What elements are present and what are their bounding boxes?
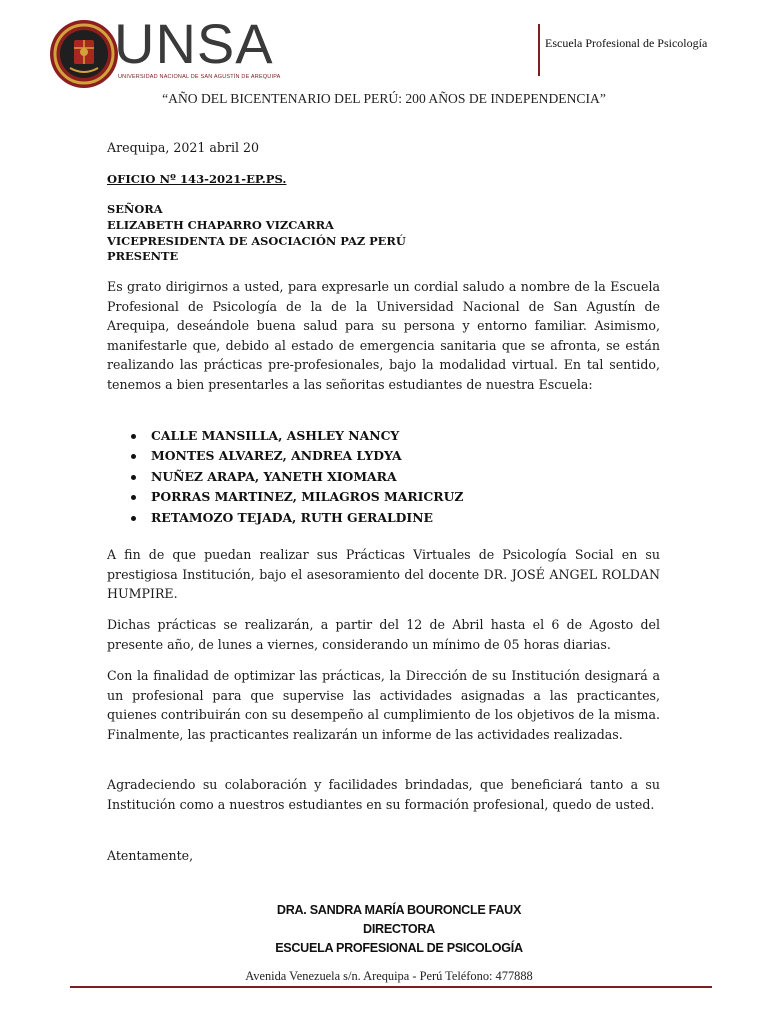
letter-date: Arequipa, 2021 abril 20 [107,140,260,155]
addressee-position: VICEPRESIDENTA DE ASOCIACIÓN PAZ PERÚ [107,233,406,248]
student-name: MONTES ALVAREZ, ANDREA LYDYA [151,448,402,464]
signatory-name: DRA. SANDRA MARÍA BOURONCLE FAUX [276,903,522,917]
student-list [107,426,660,528]
student-name: CALLE MANSILLA, ASHLEY NANCY [151,428,400,443]
bullet-icon [131,475,136,480]
university-seal-icon [48,18,120,90]
signatory-title: DIRECTORA [363,922,435,936]
bullet-icon [131,454,136,459]
addressee-salutation: SEÑORA [107,202,163,216]
department-name: Escuela Profesional de Psicología [545,36,708,50]
list-item [107,426,660,446]
closing-line: Atentamente, [107,848,194,863]
paragraph-intro: Es grato dirigirnos a usted, para expresarle un cordial saludo a nombre de la Escuela Profesional de Psicología de la de la Universidad Nacional de San Agustín de Arequipa, deseándole buena salud para su persona y entorno familiar. Asimismo, manifestarle que, debido al estado de emergencia sanitaria que se afronta, se están realizando las prácticas pre-profesionales, bajo la modalidad virtual. En tal sentido, tenemos a bien presentarles a las señoritas estudiantes de nuestra Escuela: [107,279,660,392]
footer-address: Avenida Venezuela s/n. Arequipa - Perú Teléfono: 477888 [245,969,533,983]
brand-subtitle: UNIVERSIDAD NACIONAL DE SAN AGUSTÍN DE AREQUIPA [118,74,281,80]
list-item [107,467,660,487]
bullet-icon [131,516,136,521]
student-name: RETAMOZO TEJADA, RUTH GERALDINE [151,509,433,525]
list-item [107,446,660,466]
footer-divider [70,986,712,988]
addressee-presente: PRESENTE [107,249,179,264]
paragraph-supervision: Con la finalidad de optimizar las prácticas, la Dirección de su Institución designará a un profesional para que supervise las actividades asignadas a las practicantes, quienes contribuirán con su desempeño al cumplimiento de los objetivos de la misma. Finalmente, las practicantes realizarán un informe de las actividades realizadas. [107,668,660,742]
student-name: PORRAS MARTINEZ, MILAGROS MARICRUZ [151,489,464,505]
paragraph-schedule: Dichas prácticas se realizarán, a partir del 12 de Abril hasta el 6 de Agosto del presente año, de lunes a viernes, considerando un mínimo de 05 horas diarias. [107,617,660,652]
brand-name: UNSA [114,12,274,75]
addressee-block [107,202,660,265]
year-motto: “AÑO DEL BICENTENARIO DEL PERÚ: 200 AÑOS DE INDEPENDENCIA” [162,91,606,106]
bullet-icon [131,495,136,500]
bullet-icon [131,434,136,439]
signature-block [0,901,768,958]
letter-reference: OFICIO Nº 143-2021-EP.PS. [107,172,287,186]
list-item [107,508,660,528]
letterhead [48,14,728,86]
signatory-unit: ESCUELA PROFESIONAL DE PSICOLOGÍA [275,941,523,955]
header-divider [538,24,540,76]
paragraph-purpose: A fin de que puedan realizar sus Prácticas Virtuales de Psicología Social en su prestigiosa Institución, bajo el asesoramiento del docente DR. JOSÉ ANGEL ROLDAN HUMPIRE. [107,547,660,602]
addressee-name: ELIZABETH CHAPARRO VIZCARRA [107,217,334,232]
list-item [107,487,660,507]
student-name: NUÑEZ ARAPA, YANETH XIOMARA [151,468,397,484]
paragraph-thanks: Agradeciendo su colaboración y facilidades brindadas, que beneficiará tanto a su Institución como a nuestros estudiantes en su formación profesional, quedo de usted. [107,777,660,812]
